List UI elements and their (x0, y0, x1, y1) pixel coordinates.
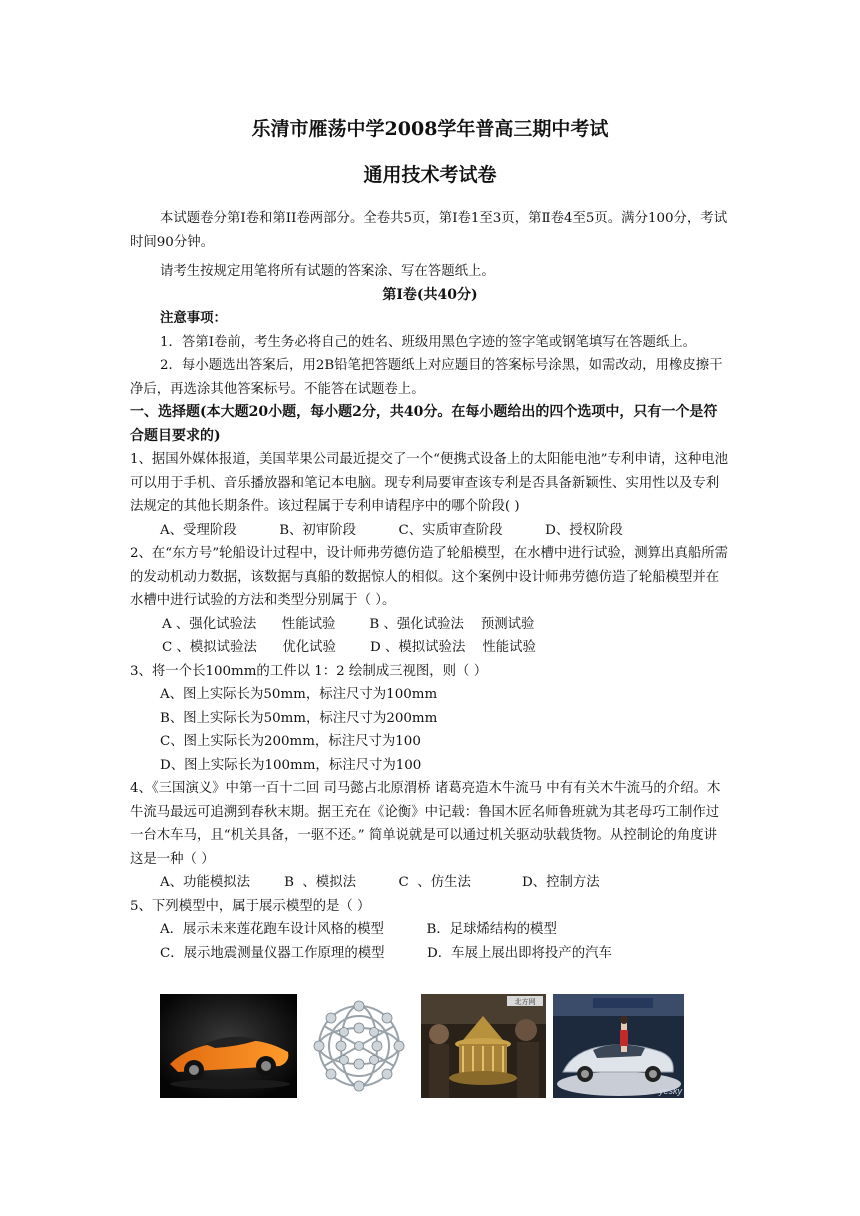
intro-paragraph: 本试题卷分第Ⅰ卷和第ⅠI卷两部分。全卷共5页，第Ⅰ卷1至3页，第Ⅱ卷4至5页。满分100分，考试时间90分钟。 (130, 211, 728, 250)
exam-title: 乐清市雁荡中学2008学年普高三期中考试 (251, 118, 609, 140)
question-1-options: A、受理阶段 B、初审阶段 C、实质审查阶段 D、授权阶段 (160, 522, 623, 538)
question-2-options-row2: C 、模拟试验法 优化试验 D 、模拟试验法 性能试验 (162, 640, 536, 655)
section-title: 一、选择题(本大题20小题，每小题2分，共40分。在每小题给出的四个选项中，只有一个是符合题目要求的) (130, 404, 718, 444)
notes-label: 注意事项： (160, 310, 227, 326)
car-show-watermark: yesky (659, 1086, 683, 1096)
note-2: 2．每小题选出答案后，用2B铅笔把答题纸上对应题目的答案标号涂黑，如需改动，用橡皮擦干净后，再选涂其他答案标号。不能答在试题卷上。 (130, 358, 723, 397)
question-3-option-d: D、图上实际长为100mm，标注尺寸为100 (160, 757, 422, 773)
question-5-images (160, 994, 686, 1100)
exam-body (130, 207, 730, 965)
question-3-option-c: C、图上实际长为200mm，标注尺寸为100 (160, 734, 421, 749)
question-3: 3、将一个长100mm的工件以 1：2 绘制成三视图，则（ ） (130, 663, 488, 679)
part1-title: 第Ⅰ卷(共40分) (382, 286, 478, 303)
question-1: 1、据国外媒体报道，美国苹果公司最近提交了一个“便携式设备上的太阳能电池”专利申请，这种电池可以用于手机、音乐播放器和笔记本电脑。现专利局要审查该专利是否具备新颖性、实用性以及专利法规定的其他长期条件。该过程属于专利申请程序中的哪个阶段( ) (130, 452, 729, 514)
question-3-option-a: A、图上实际长为50mm，标注尺寸为100mm (160, 687, 438, 702)
fullerene-image (304, 994, 414, 1098)
car-show-image (553, 994, 684, 1098)
question-5-options-row1: A．展示未来莲花跑车设计风格的模型 B．足球烯结构的模型 (160, 922, 557, 937)
seismograph-image (421, 994, 546, 1098)
intro-instruction: 请考生按规定用笔将所有试题的答案涂、写在答题纸上。 (160, 264, 495, 279)
question-2: 2、在“东方号”轮船设计过程中，设计师弗劳德仿造了轮船模型，在水槽中进行试验，测算出真船所需的发动机动力数据，该数据与真船的数据惊人的相似。这个案例中设计师弗劳德仿造了轮船模型并在水槽中进行试验的方法和类型分别属于（ ）。 (130, 546, 729, 608)
question-3-option-b: B、图上实际长为50mm，标注尺寸为200mm (160, 710, 438, 726)
question-4-options: A、功能模拟法 B 、模拟法 C 、仿生法 D、控制方法 (160, 875, 600, 890)
question-4: 4、《三国演义》中第一百十二回 司马懿占北原渭桥 诸葛亮造木牛流马 中有有关木牛流马的介绍。木牛流马最远可追溯到春秋末期。据王充在《论衡》中记载：鲁国木匠名师鲁班就为其老母巧工制作过一台木车马，且“机关具备，一驱不还。” 简单说就是可以通过机关驱动驮载货物。从控制论的角度讲这是一种（ ） (130, 781, 721, 867)
seismograph-watermark: 北方网 (514, 999, 536, 1006)
sports-car-image (160, 994, 297, 1098)
question-5-options-row2: C．展示地震测量仪器工作原理的模型 D．车展上展出即将投产的汽车 (160, 945, 612, 961)
note-1: 1．答第Ⅰ卷前，考生务必将自己的姓名、班级用黑色字迹的签字笔或钢笔填写在答题纸上。 (160, 334, 697, 350)
question-2-options-row1: A 、强化试验法 性能试验 B 、强化试验法 预测试验 (162, 616, 535, 632)
question-5: 5、下列模型中，属于展示模型的是（ ） (130, 898, 371, 914)
exam-subtitle: 通用技术考试卷 (363, 164, 497, 186)
